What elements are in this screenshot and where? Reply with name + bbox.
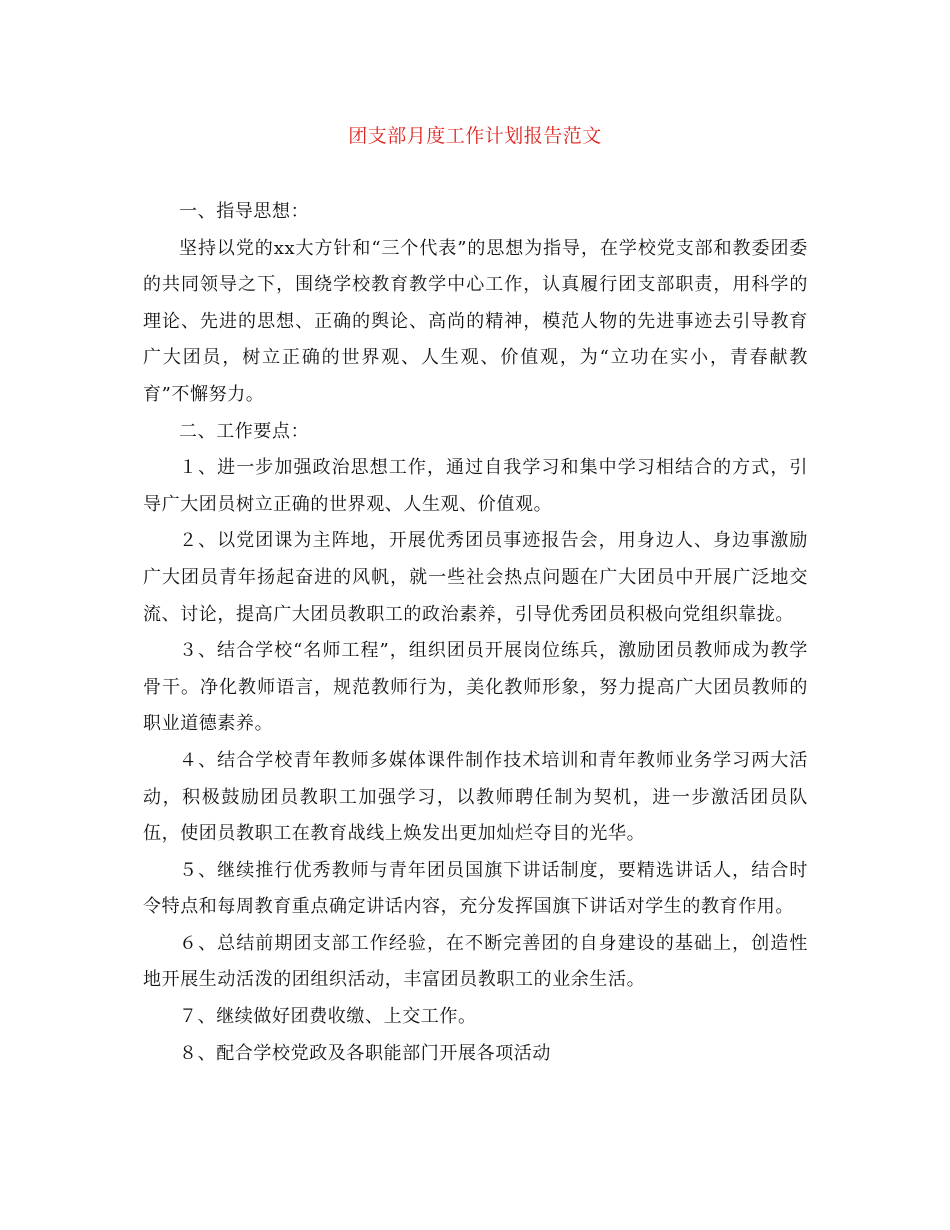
- section-heading-work-points: 二、工作要点：: [179, 420, 310, 442]
- work-point-6: ６、总结前期团支部工作经验，在不断完善团的自身建设的基础上，创造性地开展生动活泼的团组织活动，丰富团员教职工的业余生活。: [143, 932, 808, 991]
- work-point-5: ５、继续推行优秀教师与青年团员国旗下讲话制度，要精选讲话人，结合时令特点和每周教育重点确定讲话内容，充分发挥国旗下讲话对学生的教育作用。: [143, 859, 808, 918]
- work-point-1: １、进一步加强政治思想工作，通过自我学习和集中学习相结合的方式，引导广大团员树立正确的世界观、人生观、价值观。: [143, 457, 808, 515]
- work-point-8: ８、配合学校党政及各职能部门开展各项活动: [179, 1042, 551, 1064]
- work-point-3: ３、结合学校“名师工程”，组织团员开展岗位练兵，激励团员教师成为教学骨干。净化教师语言，规范教师行为，美化教师形象，努力提高广大团员教师的职业道德素养。: [143, 640, 808, 735]
- document-title: 团支部月度工作计划报告范文: [348, 125, 602, 147]
- section-heading-guiding-ideology: 一、指导思想：: [179, 201, 310, 222]
- work-point-7: ７、继续做好团费收缴、上交工作。: [179, 1006, 477, 1028]
- document-body: [143, 194, 808, 1072]
- paragraph-guiding-ideology: 坚持以党的xx大方针和“三个代表”的思想为指导，在学校党支部和教委团委的共同领导之下，围绕学校教育教学中心工作，认真履行团支部职责，用科学的理论、先进的思想、正确的舆论、高尚的精神，模范人物的先进事迹去引导教育广大团员，树立正确的世界观、人生观、价值观，为“立功在实小，青春献教育”不懈努力。: [143, 237, 808, 405]
- work-point-2: ２、以党团课为主阵地，开展优秀团员事迹报告会，用身边人、身边事激励广大团员青年扬起奋进的风帆，就一些社会热点问题在广大团员中开展广泛地交流、讨论，提高广大团员教职工的政治素养，引导优秀团员积极向党组织靠拢。: [143, 530, 808, 625]
- work-point-4: ４、结合学校青年教师多媒体课件制作技术培训和青年教师业务学习两大活动，积极鼓励团员教职工加强学习，以教师聘任制为契机，进一步激活团员队伍，使团员教职工在教育战线上焕发出更加灿烂夺目的光华。: [143, 749, 808, 845]
